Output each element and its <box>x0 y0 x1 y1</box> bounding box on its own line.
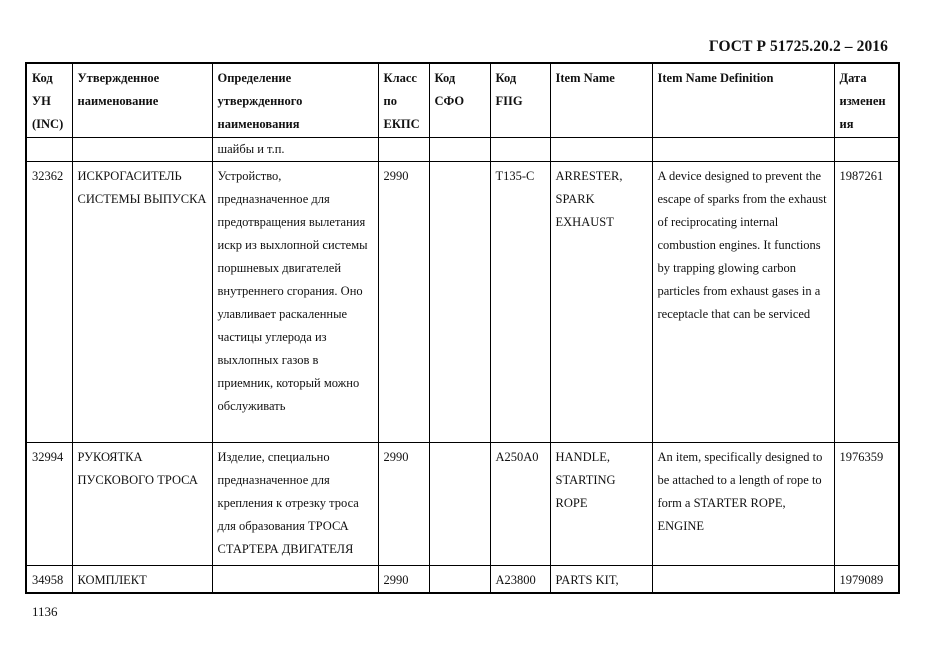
cell-item-name: ARRESTER, SPARK EXHAUST <box>550 161 652 442</box>
cell-ekps-class <box>378 137 429 161</box>
header-inc: Код УН (INC) <box>26 63 72 137</box>
cell-approved-name: КОМПЛЕКТ <box>72 565 212 593</box>
page-number: 1136 <box>32 604 58 619</box>
cell-ekps-class: 2990 <box>378 565 429 593</box>
table-row <box>26 442 899 565</box>
cell-fiig-code: T135-C <box>490 161 550 442</box>
cell-approved-name: ИСКРОГАСИТЕЛЬ СИСТЕМЫ ВЫПУСКА <box>72 161 212 442</box>
cell-ekps-class: 2990 <box>378 161 429 442</box>
table-row <box>26 565 899 593</box>
header-item-name: Item Name <box>550 63 652 137</box>
cell-change-date: 1987261 <box>834 161 899 442</box>
cell-change-date: 1979089 <box>834 565 899 593</box>
cell-definition-ru: Устройство, предназначенное для предотвращения вылетания искр из выхлопной системы поршневых двигателей внутреннего сгорания. Оно улавливает раскаленные частицы углерода из выхлопных газов в приемник, который можно обслуживать <box>212 161 378 442</box>
header-fiig-code: Код FIIG <box>490 63 550 137</box>
cell-item-name <box>550 137 652 161</box>
table-header-row <box>26 63 899 137</box>
cell-item-name: PARTS KIT, <box>550 565 652 593</box>
cell-definition-ru: Изделие, специально предназначенное для крепления к отрезку троса для образования ТРОСА СТАРТЕРА ДВИГАТЕЛЯ <box>212 442 378 565</box>
cell-item-name-definition <box>652 565 834 593</box>
cell-approved-name <box>72 137 212 161</box>
table-row <box>26 161 899 442</box>
cell-definition-ru: шайбы и т.п. <box>212 137 378 161</box>
document-header-standard-number: ГОСТ Р 51725.20.2 – 2016 <box>708 38 888 55</box>
cell-sfo-code <box>429 565 490 593</box>
cell-fiig-code: A250A0 <box>490 442 550 565</box>
nomenclature-table <box>25 62 900 594</box>
header-approved-name: Утвержденное наименование <box>72 63 212 137</box>
header-sfo-code: Код СФО <box>429 63 490 137</box>
cell-ekps-class: 2990 <box>378 442 429 565</box>
cell-sfo-code <box>429 137 490 161</box>
cell-item-name-definition: A device designed to prevent the escape of sparks from the exhaust of reciprocating internal combustion engines. It functions by trapping glowing carbon particles from exhaust gases in a receptacle that can be serviced <box>652 161 834 442</box>
cell-inc <box>26 137 72 161</box>
cell-change-date: 1976359 <box>834 442 899 565</box>
table-row-continuation <box>26 137 899 161</box>
cell-approved-name: РУКОЯТКА ПУСКОВОГО ТРОСА <box>72 442 212 565</box>
header-definition-ru: Определение утвержденного наименования <box>212 63 378 137</box>
cell-inc: 32994 <box>26 442 72 565</box>
cell-sfo-code <box>429 161 490 442</box>
header-ekps-class: Класс по ЕКПС <box>378 63 429 137</box>
cell-sfo-code <box>429 442 490 565</box>
cell-item-name-definition <box>652 137 834 161</box>
cell-fiig-code <box>490 137 550 161</box>
cell-definition-ru <box>212 565 378 593</box>
header-item-name-definition: Item Name Definition <box>652 63 834 137</box>
cell-inc: 34958 <box>26 565 72 593</box>
cell-fiig-code: A23800 <box>490 565 550 593</box>
cell-change-date <box>834 137 899 161</box>
cell-item-name-definition: An item, specifically designed to be attached to a length of rope to form a STARTER ROPE, ENGINE <box>652 442 834 565</box>
cell-inc: 32362 <box>26 161 72 442</box>
header-change-date: Дата изменен ия <box>834 63 899 137</box>
cell-item-name: HANDLE, STARTING ROPE <box>550 442 652 565</box>
